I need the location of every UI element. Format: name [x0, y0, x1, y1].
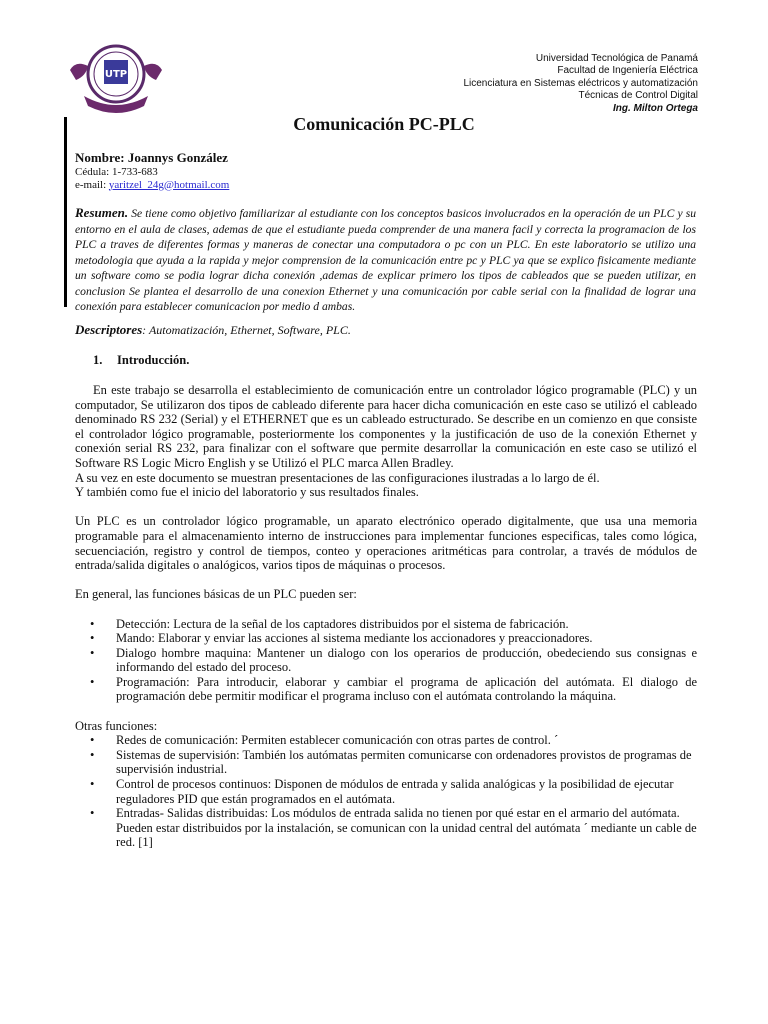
section-body: [75, 383, 697, 850]
institution-line-faculty: Facultad de Ingeniería Eléctrica: [557, 65, 698, 77]
institution-line-university: Universidad Tecnológica de Panamá: [535, 53, 698, 64]
paper-title: Comunicación PC-PLC: [293, 114, 475, 134]
email-link[interactable]: yaritzel_24g@hotmail.com: [108, 178, 230, 191]
list-item: • Sistemas de supervisión: También los autómatas permiten comunicarse con ordenadores provistos de programas de supervisión industrial.: [90, 747, 692, 777]
professor-name: Ing. Milton Ortega: [613, 102, 698, 114]
abstract: [75, 205, 696, 315]
logo-text: UTP: [104, 69, 128, 80]
intro-paragraph-1: En este trabajo se desarrolla el establecimiento de comunicación entre un controlador lógico programable (PLC) y un computador, Se utilizaron dos tipos de cableado diferente para hacer dicha comunicación en este caso se utilizó el cableado denominado RS 232 (Serial) y el ETHERNET que es un cableado estructurado. Se describe en un comienzo en que consiste el controlador lógico programable, posteriormente los componentes y la justificación de uso de la conexión Ethernet y conexión serial RS 232, para finalizar con el software que permite desarrollar la comunicación en este caso se utilizó el Software RS Logic Micro English y se Utilizó el PLC marca Allen Bradley.: [75, 383, 697, 470]
descriptors-text: : Automatización, Ethernet, Software, PLC.: [142, 323, 351, 337]
list-item: • Control de procesos continuos: Disponen de módulos de entrada y salida analógicas y la posibilidad de ejecutar reguladores PID que están programados en el autómata.: [90, 777, 674, 806]
bullet-icon: •: [90, 733, 95, 748]
author-block: [75, 150, 229, 191]
list-item: • Programación: Para introducir, elaborar y cambiar el programa de aplicación del autómata. El dialogo de programación debe permitir modificar el programa incluso con el autómata controlando la máquina.: [90, 674, 697, 704]
basic-functions-list: [75, 617, 697, 705]
bullet-icon: •: [90, 747, 95, 762]
university-logo: [68, 40, 164, 116]
author-name: Nombre: Joannys González: [75, 150, 228, 165]
bullet-icon: •: [90, 645, 95, 660]
descriptors-label: Descriptores: [75, 322, 143, 337]
other-functions-intro: Otras funciones:: [75, 718, 158, 733]
bullet-icon: •: [90, 631, 95, 646]
intro-paragraph-3: Y también como fue el inicio del laboratorio y sus resultados finales.: [75, 485, 419, 500]
list-item: • Entradas- Salidas distribuidas: Los módulos de entrada salida no tienen por qué estar en el armario del autómata. Pueden estar distribuidos por la instalación, se comunican con la unidad central del autómata ´ mediante un cable de red. [1]: [90, 806, 697, 850]
descriptors: [75, 322, 351, 338]
functions-intro: En general, las funciones básicas de un PLC pueden ser:: [75, 587, 357, 602]
margin-rule: [64, 117, 67, 307]
plc-definition-paragraph: Un PLC es un controlador lógico programable, un aparato electrónico operado digitalmente, que usa una memoria programable para el almacenamiento interno de instrucciones para implementar funciones especificas, tales como lógica, secuenciación, registro y control de tiempos, conteo y operaciones aritméticas para controlar, a través de módulos de entrada/salida digitales o analógicos, varios tipos de máquinas o procesos.: [75, 514, 697, 573]
section-heading: [93, 353, 189, 368]
section-title: Introducción.: [117, 353, 190, 367]
bullet-icon: •: [90, 616, 95, 631]
list-item: • Redes de comunicación: Permiten establecer comunicación con otras partes de control. ´: [90, 733, 559, 748]
list-item: • Detección: Lectura de la señal de los captadores distribuidos por el sistema de fabricación.: [90, 616, 569, 631]
bullet-icon: •: [90, 806, 95, 821]
author-email-line: [75, 179, 229, 192]
institution-line-degree: Licenciatura en Sistemas eléctricos y automatización: [463, 77, 698, 89]
institution-header: [463, 53, 698, 115]
other-functions-list: [75, 733, 697, 850]
list-item: • Dialogo hombre maquina: Mantener un dialogo con los operarios de producción, obedeciendo sus consignas e informando del estado del proceso.: [90, 645, 697, 675]
author-cedula: Cédula: 1-733-683: [75, 166, 158, 178]
abstract-text: Se tiene como objetivo familiarizar al estudiante con los conceptos basicos involucrados en la operación de un PLC y su entorno en el aula de clases, ademas de que el estudiante pueda comprender de una manera facil y correcta la programacion de los PLC a traves de diferentes formas y maneras de conectar una computadora o pc con un PLC. En este laboratorio se utilizo una metodologia que ayuda a la rapida y mejor comprension de la comunicación entre pc y PLC ya que se explico fisicamente mediante un software como se podia lograr dicha conexión ,ademas de explicar primero los tipos de cableados que se pueden utilizar, en conclusion Se plantea el desarrollo de una conexion Ethernet y una comunicación por cable serial con la finalidad de lograr una conexión para establecer comunicacion por medio d ambas.: [75, 207, 696, 313]
abstract-label: Resumen.: [75, 205, 129, 220]
list-item: • Mando: Elaborar y enviar las acciones al sistema mediante los accionadores y preaccionadores.: [90, 631, 593, 646]
institution-line-course: Técnicas de Control Digital: [578, 90, 698, 102]
section-number: 1.: [93, 353, 103, 367]
bullet-icon: •: [90, 777, 95, 792]
email-label: e-mail:: [75, 178, 109, 191]
intro-paragraph-2: A su vez en este documento se muestran presentaciones de las configuraciones ilustradas a lo largo de él.: [75, 470, 600, 485]
bullet-icon: •: [90, 674, 95, 689]
